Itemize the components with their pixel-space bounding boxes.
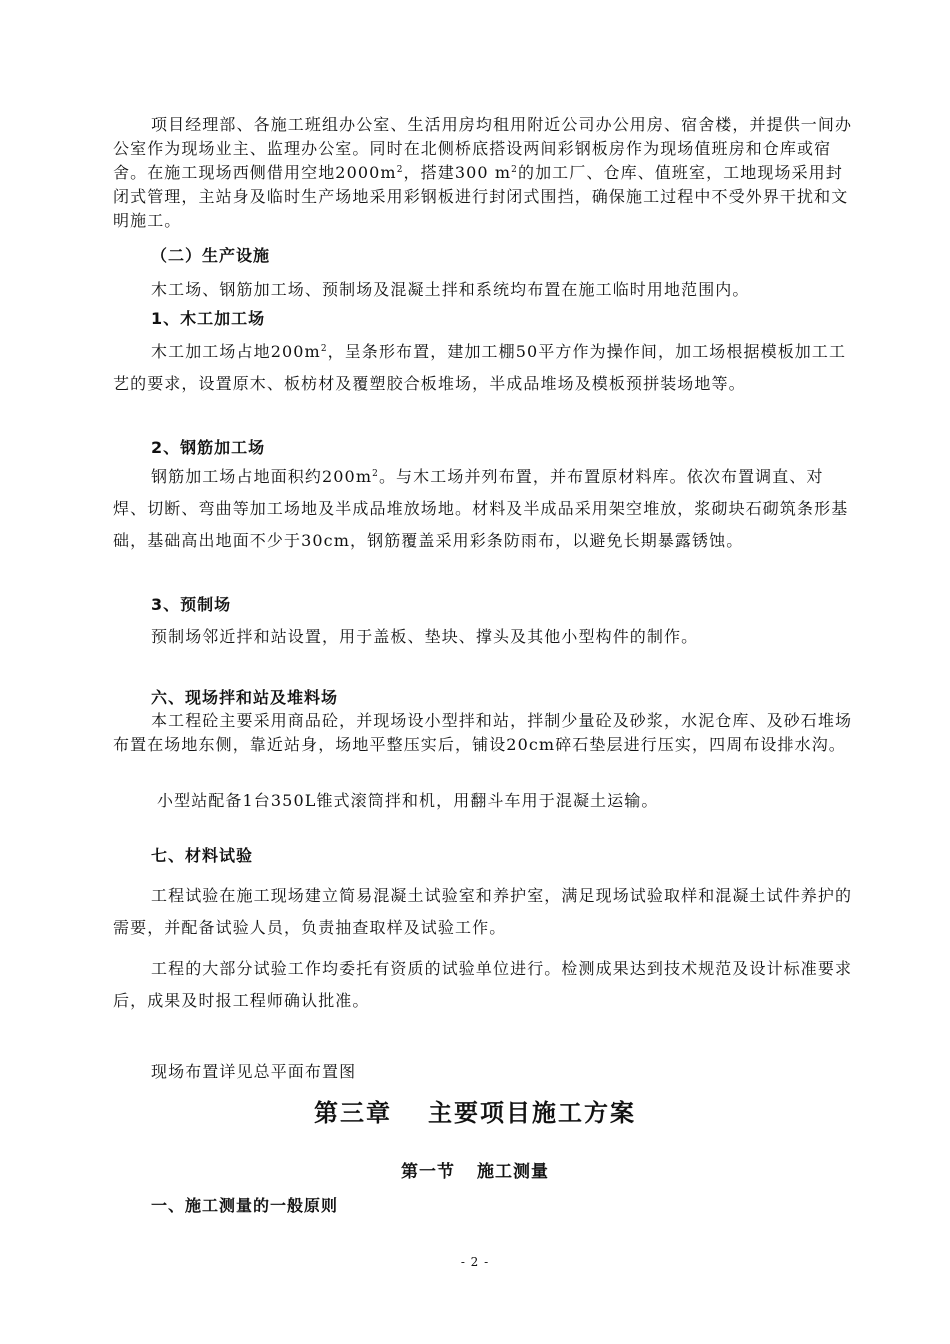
rebar-yard-paragraph	[113, 461, 853, 557]
layout-reference-note: 现场布置详见总平面布置图	[151, 1062, 357, 1081]
carpentry-yard-heading: 1、木工加工场	[151, 309, 266, 328]
section-title	[0, 1160, 950, 1184]
paragraph-text: 项目经理部、各施工班组办公室、生活用房均租用附近公司办公用房、宿舍楼，并提供一间办公室作为现场业主、监理办公室。同时在北侧桥底搭设两间彩钢板房作为现场值班房和仓库或宿舍。在施工现场西侧借用空地2000m	[113, 115, 853, 182]
precast-yard-paragraph: 预制场邻近拌和站设置，用于盖板、垫块、撑头及其他小型构件的制作。	[151, 627, 699, 646]
testing-lab-paragraph: 工程试验在施工现场建立简易混凝土试验室和养护室，满足现场试验取样和混凝土试件养护的需要，并配备试验人员，负责抽查取样及试验工作。	[113, 886, 853, 937]
paragraph-text: 钢筋加工场占地面积约200m	[151, 467, 373, 486]
superscript: 2	[396, 165, 404, 175]
material-testing-heading: 七、材料试验	[151, 846, 254, 865]
paragraph-text: ，搭建300 m	[403, 163, 512, 182]
mixing-station-paragraph: 本工程砼主要采用商品砼，并现场设小型拌和站，拌制少量砼及砂浆，水泥仓库、及砂石堆场布置在场地东侧，靠近站身，场地平整压实后，铺设20cm碎石垫层进行压实，四周布设排水沟。	[113, 711, 853, 754]
carpentry-yard-paragraph	[113, 336, 853, 400]
paragraph-text: ，呈条形布置，建加工棚50平方作为操作间，加工场根据模板加工工艺的要求，设置原木、板枋材及覆塑胶合板堆场，半成品堆场及模板预拼装场地等。	[113, 342, 847, 393]
survey-principles-heading: 一、施工测量的一般原则	[151, 1196, 339, 1215]
section-name: 施工测量	[477, 1162, 549, 1182]
superscript: 2	[511, 165, 518, 175]
section-number: 第一节	[401, 1162, 455, 1182]
production-intro-paragraph: 木工场、钢筋加工场、预制场及混凝土拌和系统均布置在施工临时用地范围内。	[151, 280, 750, 299]
mixer-equipment-paragraph: 小型站配备1台350L锥式滚筒拌和机，用翻斗车用于混凝土运输。	[157, 791, 659, 810]
chapter-name: 主要项目施工方案	[428, 1099, 636, 1127]
superscript: 2	[372, 469, 379, 479]
chapter-number: 第三章	[314, 1099, 392, 1127]
page-number: - 2 -	[460, 1255, 490, 1269]
rebar-yard-heading: 2、钢筋加工场	[151, 438, 266, 457]
production-facilities-heading: （二）生产设施	[151, 246, 271, 265]
precast-yard-heading: 3、预制场	[151, 595, 232, 614]
testing-outsource-paragraph: 工程的大部分试验工作均委托有资质的试验单位进行。检测成果达到技术规范及设计标准要求后，成果及时报工程师确认批准。	[113, 959, 853, 1010]
chapter-title	[0, 1097, 950, 1129]
superscript: 2	[320, 344, 328, 354]
paragraph-text: 。与木工场并列布置，并布置原材料库。依次布置调直、对焊、切断、弯曲等加工场地及半成品堆放场地。材料及半成品采用架空堆放，浆砌块石砌筑条形基础，基础高出地面不少于30cm，钢筋覆盖采用彩条防雨布，以避免长期暴露锈蚀。	[113, 467, 849, 550]
mixing-station-heading: 六、现场拌和站及堆料场	[151, 688, 339, 707]
paragraph-text: 的加工厂、仓库、值班室，工地现场采用封闭式管理，主站身及临时生产场地采用彩钢板进行封闭式围挡，确保施工过程中不受外界干扰和文明施工。	[113, 163, 849, 230]
office-housing-paragraph	[113, 113, 853, 233]
paragraph-text: 木工加工场占地200m	[151, 342, 321, 361]
